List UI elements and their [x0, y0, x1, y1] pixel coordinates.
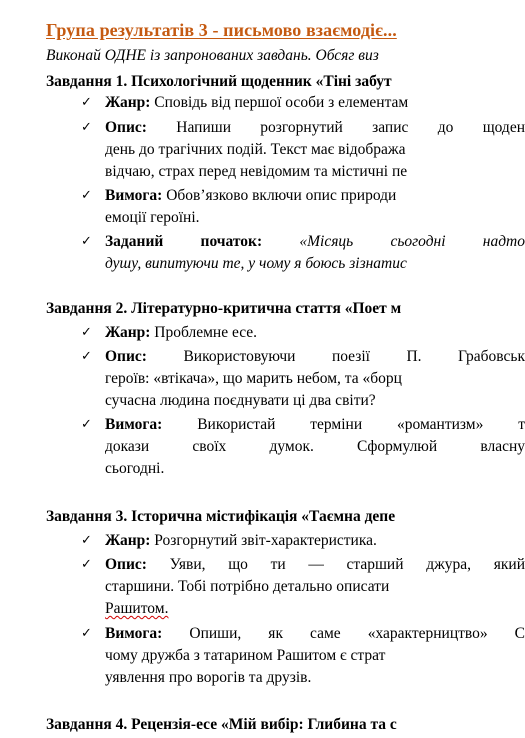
item-text: героїв: «втікача», що марить небом, та «борц	[105, 370, 402, 387]
item-text: сучасна людина поєднувати ці два світи?	[105, 392, 376, 409]
item-text: день до трагічних подій. Текст має відобража	[105, 141, 406, 158]
item-text: Використай терміни «романтизм» т	[162, 416, 525, 433]
checkmark-icon: ✓	[81, 325, 92, 340]
checkmark-icon: ✓	[81, 188, 92, 203]
item-label: Опис:	[105, 348, 147, 365]
item-text: сьогодні.	[105, 460, 165, 477]
item-text: Використовуючи поезії П. Грабовськ	[146, 348, 525, 365]
document-title: Група результатів 3 - письмово взаємодіє...	[46, 20, 397, 40]
item-text: Сповідь від першої особи з елементам	[150, 94, 409, 111]
item-label: Опис:	[105, 556, 147, 573]
checkmark-icon: ✓	[81, 349, 92, 364]
item-label: Вимога:	[105, 416, 163, 433]
checkmark-icon: ✓	[81, 120, 92, 135]
item-text: чому дружба з татарином Рашитом є страт	[105, 647, 386, 664]
item-label: Жанр:	[105, 94, 151, 111]
item-label: Вимога:	[105, 187, 163, 204]
item-label: Заданий початок:	[105, 233, 263, 250]
item-text: старшини. Тобі потрібно детально описати	[105, 578, 390, 595]
item-text: уявлення про ворогів та друзів.	[105, 669, 312, 686]
task-2-heading: Завдання 2. Літературно-критична стаття «Поет м	[46, 300, 402, 317]
item-text: відчаю, страх перед невідомим та містичні пе	[105, 163, 408, 180]
document-intro: Виконай ОДНЕ із запронованих завдань. Обсяг виз	[46, 47, 379, 64]
checkmark-icon: ✓	[81, 417, 92, 432]
item-label: Вимога:	[105, 625, 163, 642]
item-label: Опис:	[105, 119, 147, 136]
item-text: Рашитом.	[105, 600, 169, 617]
task-4-heading: Завдання 4. Рецензія-есе «Мій вибір: Глибина та с	[46, 716, 397, 733]
item-text: Опиши, як саме «характерництво» С	[162, 625, 525, 642]
item-text: «Місяць сьогодні надто	[262, 233, 525, 250]
item-text: Напиши розгорнутий запис до щоден	[146, 119, 525, 136]
item-label: Жанр:	[105, 324, 151, 341]
checkmark-icon: ✓	[81, 533, 92, 548]
checkmark-icon: ✓	[81, 626, 92, 641]
item-text: Обов’язково включи опис природи	[162, 187, 397, 204]
item-text: Уяви, що ти — старший джура, який	[146, 556, 525, 573]
checkmark-icon: ✓	[81, 557, 92, 572]
checkmark-icon: ✓	[81, 95, 92, 110]
item-text: емоції героїні.	[105, 209, 200, 226]
item-text: докази своїх думок. Сформулюй власну	[105, 438, 525, 455]
task-3-heading: Завдання 3. Історична містифікація «Таємна депе	[46, 508, 396, 525]
item-text: душу, випитуючи те, у чому я боюсь зізнатис	[105, 255, 407, 272]
item-text: Розгорнутий звіт-характеристика.	[150, 532, 377, 549]
checkmark-icon: ✓	[81, 234, 92, 249]
item-label: Жанр:	[105, 532, 151, 549]
item-text: Проблемне есе.	[150, 324, 258, 341]
task-1-heading: Завдання 1. Психологічний щоденник «Тіні забут	[46, 73, 392, 90]
